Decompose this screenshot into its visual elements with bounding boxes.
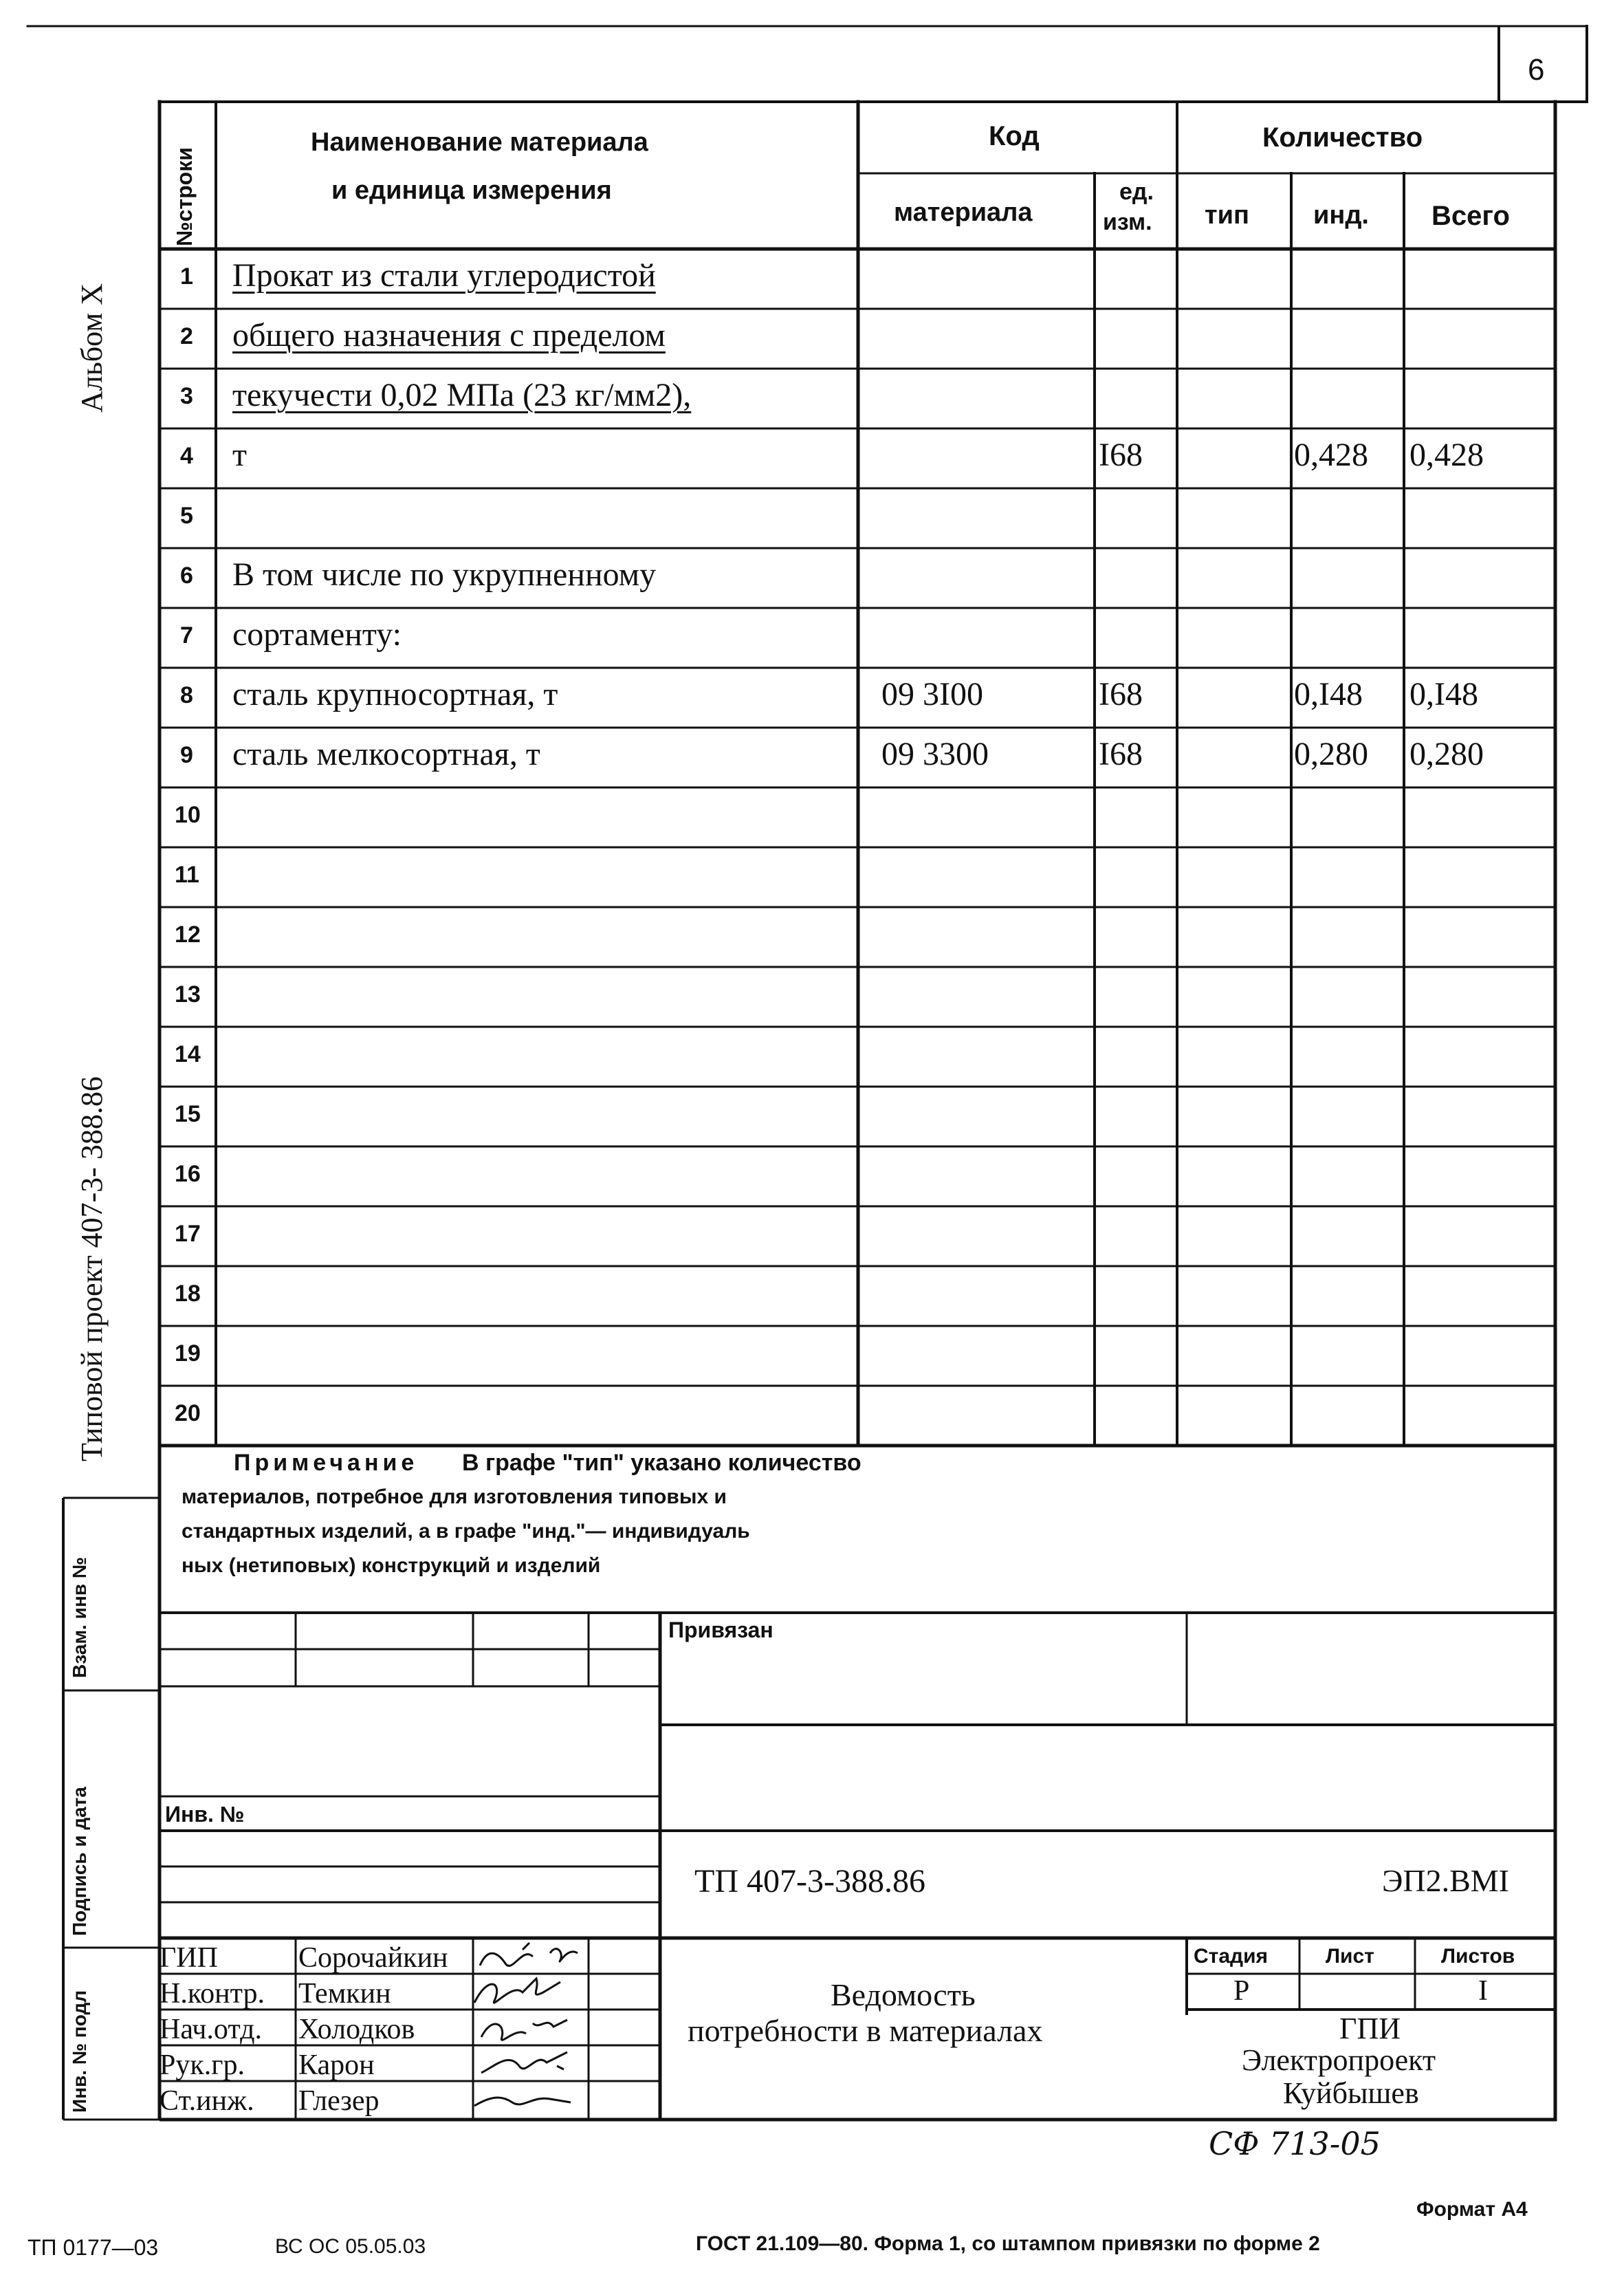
- sheet-code: ЭП2.ВМI: [1382, 1863, 1509, 1898]
- name-header-line1: Наименование материала: [311, 128, 648, 157]
- podpis-label: Подпись и дата: [69, 1787, 90, 1936]
- row-number: 4: [180, 443, 193, 470]
- vzam-label: Взам. инв №: [69, 1557, 90, 1678]
- signer-name: Темкин: [298, 1978, 391, 2010]
- signer-name: Сорочайкин: [298, 1942, 448, 1974]
- row-number: 6: [180, 563, 193, 589]
- signer-role: ГИП: [160, 1942, 218, 1974]
- unit-header-line2: изм.: [1103, 209, 1152, 235]
- signer-name: Карон: [298, 2049, 375, 2081]
- quantity-total: 0,I48: [1409, 675, 1478, 712]
- footer-middle: ВС ОС 05.05.03: [275, 2235, 426, 2258]
- row-number: 3: [180, 383, 193, 410]
- note-line2: материалов, потребное для изготовления типовых и: [182, 1485, 727, 1508]
- footer-left: ТП 0177—03: [28, 2235, 159, 2260]
- org-line1: ГПИ: [1339, 2012, 1401, 2045]
- row-number: 17: [175, 1221, 201, 1248]
- inv-podl-label: Инв. № подл: [69, 1990, 90, 2113]
- format-label: Формат А4: [1416, 2198, 1528, 2221]
- stage-value: Р: [1233, 1975, 1250, 2007]
- row-number: 18: [175, 1281, 201, 1307]
- quantity-total: 0,428: [1409, 436, 1484, 473]
- note-line4: ных (нетиповых) конструкций и изделий: [182, 1554, 601, 1577]
- unit-code: I68: [1099, 735, 1143, 772]
- org-line2: Электропроект: [1242, 2043, 1436, 2077]
- designation: ТП 407-3-388.86: [694, 1863, 925, 1900]
- row-number: 12: [175, 922, 201, 948]
- row-number: 1: [180, 263, 193, 290]
- row-number: 19: [175, 1340, 201, 1367]
- ind-header: инд.: [1313, 201, 1369, 230]
- material-name: Прокат из стали углеродистой: [232, 257, 656, 294]
- signer-name: Глезер: [298, 2085, 380, 2117]
- unit-code: I68: [1099, 436, 1143, 473]
- row-number: 5: [180, 503, 193, 530]
- document-title-line1: Ведомость: [831, 1977, 976, 2012]
- row-number: 13: [175, 981, 201, 1008]
- row-number: 8: [180, 682, 193, 709]
- quantity-ind: 0,428: [1294, 436, 1368, 473]
- sheet-label: Лист: [1326, 1945, 1374, 1968]
- material-name: текучести 0,02 МПа (23 кг/мм2),: [232, 376, 692, 413]
- signer-name: Холодков: [298, 2014, 415, 2045]
- quantity-ind: 0,I48: [1294, 675, 1363, 712]
- row-number: 2: [180, 323, 193, 350]
- quantity-ind: 0,280: [1294, 735, 1368, 772]
- row-number: 10: [175, 802, 201, 829]
- name-header-line2: и единица измерения: [331, 176, 612, 205]
- row-number: 14: [175, 1041, 201, 1068]
- footer-right: ГОСТ 21.109—80. Форма 1, со штампом привязки по форме 2: [696, 2232, 1320, 2255]
- code-header: Код: [989, 121, 1040, 151]
- note-line3: стандартных изделий, а в графе "инд."— индивидуаль: [182, 1520, 750, 1543]
- album-label: Альбом X: [75, 283, 109, 413]
- quantity-header: Количество: [1262, 122, 1423, 153]
- row-number: 9: [180, 742, 193, 769]
- privyazan-label: Привязан: [668, 1618, 773, 1642]
- type-header: тип: [1205, 201, 1249, 230]
- stage-label: Стадия: [1194, 1945, 1269, 1968]
- signer-role: Ст.инж.: [160, 2085, 254, 2117]
- material-name: сортаменту:: [232, 616, 402, 653]
- row-number-header: №строки: [172, 147, 197, 246]
- unit-header-line1: ед.: [1119, 179, 1154, 205]
- sheets-value: I: [1478, 1975, 1488, 2007]
- material-name: В том числе по укрупненному: [232, 556, 657, 593]
- org-line3: Куйбышев: [1283, 2076, 1419, 2110]
- material-name: сталь мелкосортная, т: [232, 735, 540, 772]
- sheets-label: Листов: [1441, 1945, 1515, 1968]
- material-code-header: материала: [894, 198, 1033, 227]
- row-number: 20: [175, 1400, 201, 1427]
- signer-role: Нач.отд.: [160, 2014, 263, 2045]
- signer-role: Рук.гр.: [160, 2049, 245, 2081]
- material-name: т: [232, 436, 247, 473]
- unit-code: I68: [1099, 675, 1143, 712]
- sheet-number: 6: [1528, 53, 1545, 87]
- material-name: сталь крупносортная, т: [232, 675, 558, 712]
- project-label: Типовой проект 407-3- 388.86: [75, 1076, 109, 1461]
- material-code: 09 3300: [881, 735, 989, 772]
- note-line1: В графе "тип" указано количество: [462, 1450, 862, 1476]
- total-header: Всего: [1431, 201, 1510, 231]
- row-number: 15: [175, 1101, 201, 1128]
- material-code: 09 3I00: [881, 675, 983, 712]
- handwritten-code: СФ 713-05: [1209, 2125, 1381, 2162]
- row-number: 7: [180, 622, 193, 649]
- row-number: 16: [175, 1161, 201, 1188]
- inv-no-label: Инв. №: [165, 1802, 245, 1827]
- row-number: 11: [175, 862, 199, 889]
- material-name: общего назначения с пределом: [232, 316, 666, 353]
- signer-role: Н.контр.: [160, 1978, 265, 2010]
- quantity-total: 0,280: [1409, 735, 1484, 772]
- note-heading: Примечание: [234, 1450, 419, 1476]
- document-title-line2: потребности в материалах: [688, 2013, 1043, 2048]
